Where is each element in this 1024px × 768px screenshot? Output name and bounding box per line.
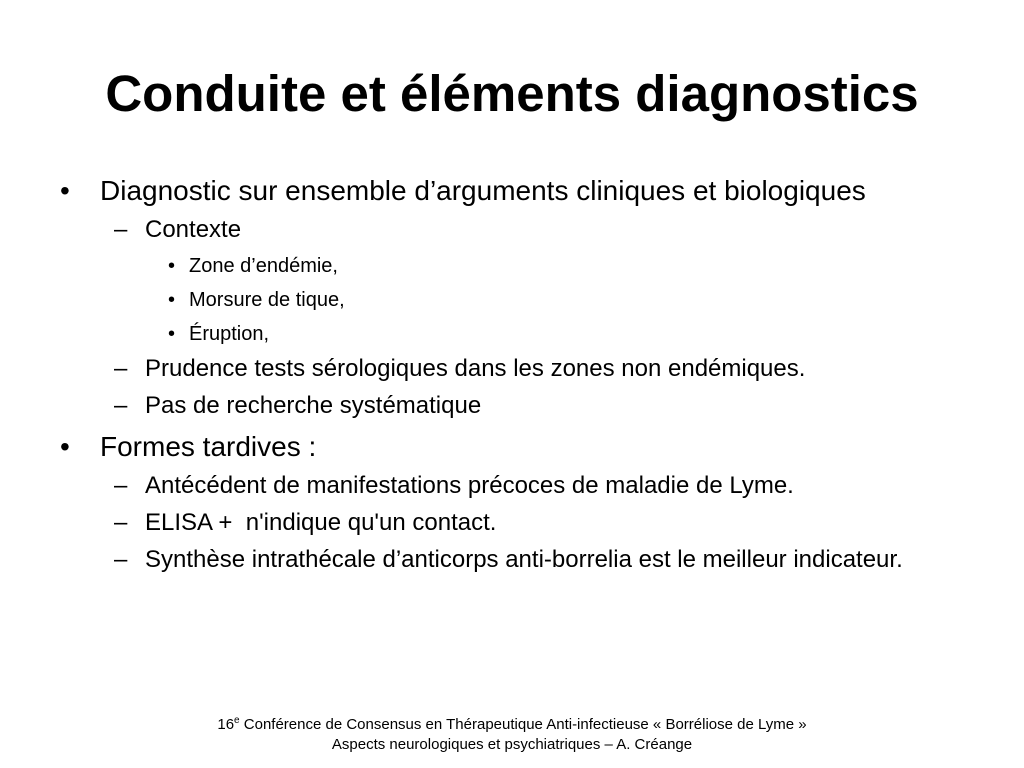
dash-marker: –	[114, 509, 128, 536]
sub-sub-bullet-text: Morsure de tique,	[189, 289, 345, 311]
sub-bullet-text: Pas de recherche systématique	[145, 392, 482, 419]
sub-sub-bullet-text: Éruption,	[189, 323, 270, 345]
dash-marker: –	[114, 216, 128, 243]
bullet-list	[56, 173, 956, 576]
footer-line-1	[0, 715, 1024, 735]
bullet-marker: •	[60, 431, 70, 462]
sub-bullet-text: Antécédent de manifestations précoces de maladie de Lyme.	[145, 472, 794, 499]
sub-bullet-item	[56, 389, 956, 422]
footer-conference-text: Conférence de Consensus en Thérapeutique Anti-infectieuse « Borréliose de Lyme »	[239, 716, 807, 733]
sub-bullet-item	[56, 352, 956, 385]
slide-footer	[0, 715, 1024, 755]
bullet-marker: •	[168, 289, 176, 311]
sub-sub-bullet-item	[56, 286, 956, 314]
sub-bullet-text: Contexte	[145, 216, 242, 243]
bullet-marker: •	[60, 175, 70, 206]
sub-bullet-text: ELISA + n'indique qu'un contact.	[145, 509, 497, 536]
sub-sub-bullet-text: Zone d’endémie,	[189, 255, 338, 277]
sub-bullet-item	[56, 469, 956, 502]
bullet-text: Diagnostic sur ensemble d’arguments cliniques et biologiques	[100, 175, 866, 206]
footer-edition-superscript: e	[234, 715, 240, 726]
sub-sub-bullet-item	[56, 252, 956, 280]
dash-marker: –	[114, 472, 128, 499]
footer-edition-number: 16	[217, 716, 235, 733]
dash-marker: –	[114, 392, 128, 419]
bullet-marker: •	[168, 323, 176, 345]
bullet-item	[56, 173, 956, 209]
sub-bullet-item	[56, 213, 956, 246]
footer-line-2: Aspects neurologiques et psychiatriques – A. Créange	[331, 736, 693, 753]
dash-marker: –	[114, 355, 128, 382]
bullet-text: Formes tardives :	[100, 431, 317, 462]
sub-sub-bullet-item	[56, 320, 956, 348]
dash-marker: –	[114, 546, 128, 573]
sub-bullet-text: Synthèse intrathécale d’anticorps anti-borrelia est le meilleur indicateur.	[145, 546, 903, 573]
bullet-item	[56, 429, 956, 465]
sub-bullet-item	[56, 506, 956, 539]
slide-title: Conduite et éléments diagnostics	[105, 65, 919, 122]
sub-bullet-text: Prudence tests sérologiques dans les zones non endémiques.	[145, 355, 806, 382]
sub-bullet-item	[56, 543, 956, 576]
bullet-marker: •	[168, 255, 176, 277]
